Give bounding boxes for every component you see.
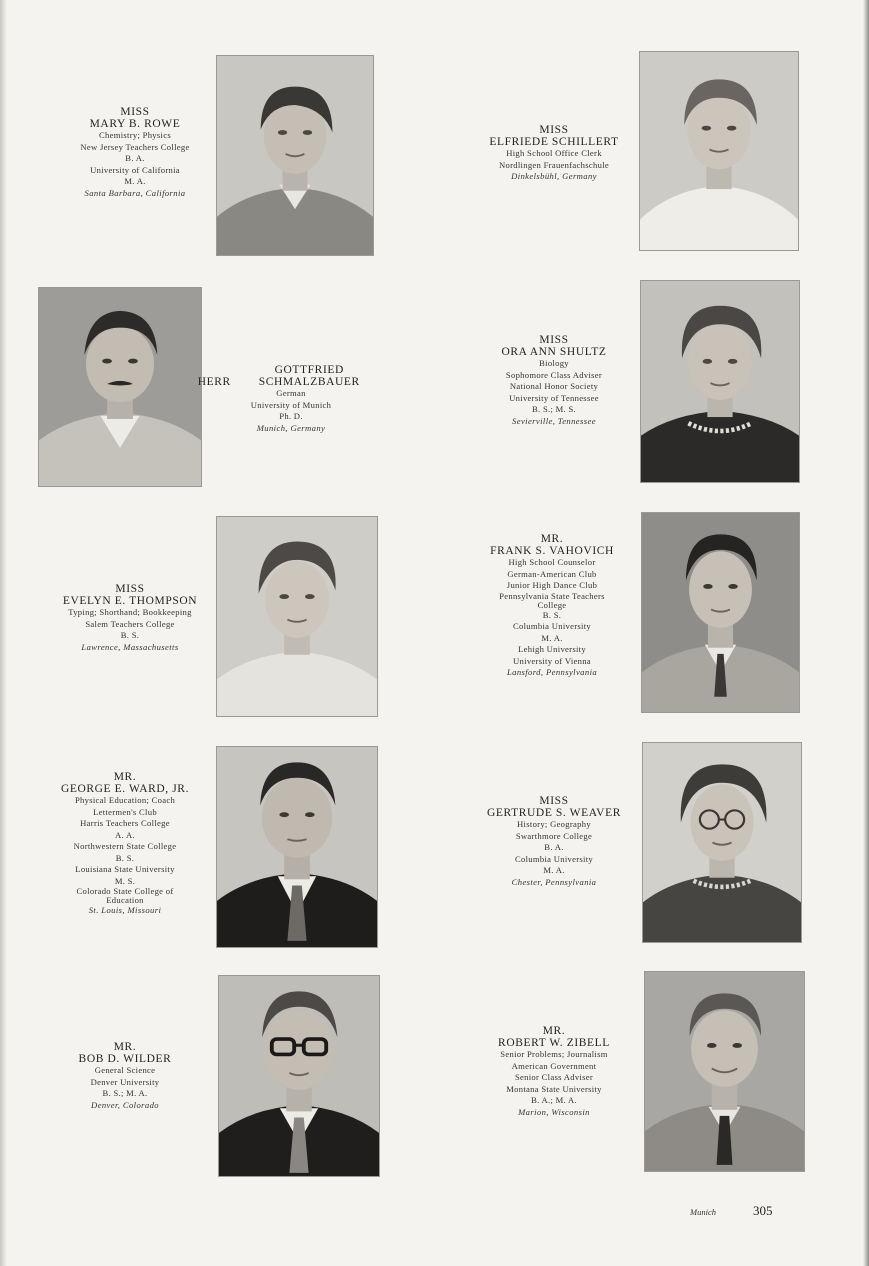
detail-line: B. S. bbox=[542, 609, 562, 620]
detail-line: Senior Class Adviser bbox=[514, 1072, 594, 1082]
detail-line: Denver University bbox=[90, 1076, 160, 1087]
detail-line: Sophomore Class Adviser bbox=[505, 369, 603, 380]
honorific: MISS bbox=[539, 124, 569, 136]
portrait-photo-gertrude-weaver bbox=[642, 742, 802, 943]
detail-line: Ph. D. bbox=[279, 411, 303, 421]
detail-line: College bbox=[537, 599, 567, 610]
faculty-name: GERTRUDE S. WEAVER bbox=[487, 807, 621, 819]
caption-george-ward bbox=[30, 771, 220, 917]
detail-line: Columbia University bbox=[514, 853, 594, 864]
faculty-name: GEORGE E. WARD, JR. bbox=[60, 783, 190, 795]
detail-line: B. S. bbox=[115, 852, 135, 863]
honorific: HERR bbox=[197, 376, 231, 388]
hometown: Sevierville, Tennessee bbox=[512, 415, 596, 426]
hometown: St. Louis, Missouri bbox=[88, 905, 162, 915]
detail-line: B. S.; M. S. bbox=[532, 404, 576, 414]
detail-line: University of California bbox=[90, 164, 180, 175]
detail-line: M. A. bbox=[124, 176, 146, 186]
detail-line: Lehigh University bbox=[518, 644, 586, 654]
hometown: Chester, Pennsylvania bbox=[511, 876, 597, 887]
detail-line: University of Munich bbox=[250, 399, 332, 410]
portrait-photo-mary-rowe bbox=[216, 55, 374, 256]
detail-line: Chemistry; Physics bbox=[98, 130, 171, 140]
footer-section-name: Munich bbox=[690, 1207, 716, 1217]
detail-line: B. A. bbox=[544, 842, 564, 852]
honorific: MISS bbox=[120, 106, 150, 118]
faculty-name: ROBERT W. ZIBELL bbox=[498, 1037, 610, 1049]
detail-line: B. A.; M. A. bbox=[531, 1095, 577, 1105]
page-edge-shadow bbox=[863, 0, 869, 1266]
portrait-photo-elfriede-schillert bbox=[639, 51, 799, 251]
detail-line: Typing; Shorthand; Bookkeeping bbox=[68, 607, 192, 617]
detail-line: M. A. bbox=[541, 632, 563, 643]
detail-line: B. S.; M. A. bbox=[102, 1088, 148, 1098]
detail-line: Physical Education; Coach bbox=[74, 795, 176, 805]
honorific: MISS bbox=[115, 583, 145, 595]
page-binding-shadow bbox=[0, 0, 7, 1266]
detail-line: Columbia University bbox=[512, 621, 592, 631]
detail-line: Northwestern State College bbox=[73, 841, 177, 851]
detail-line: B. S. bbox=[120, 630, 140, 640]
caption-gertrude-weaver bbox=[459, 795, 649, 888]
caption-robert-zibell bbox=[459, 1025, 649, 1118]
portrait-photo-frank-vahovich bbox=[641, 512, 800, 713]
honorific-and-name bbox=[196, 364, 386, 388]
faculty-name: ELFRIEDE SCHILLERT bbox=[489, 136, 619, 148]
detail-line: M. S. bbox=[114, 875, 136, 886]
detail-line: High School Office Clerk bbox=[506, 148, 602, 158]
caption-mary-rowe bbox=[40, 106, 230, 199]
detail-line: New Jersey Teachers College bbox=[80, 141, 190, 152]
caption-ora-ann-shultz bbox=[459, 334, 649, 427]
portrait-photo-george-ward bbox=[216, 746, 378, 948]
hometown: Santa Barbara, California bbox=[84, 187, 186, 198]
hometown: Munich, Germany bbox=[256, 422, 326, 433]
detail-line: Montana State University bbox=[506, 1083, 602, 1094]
caption-elfriede-schillert bbox=[459, 124, 649, 183]
faculty-name: ORA ANN SHULTZ bbox=[501, 346, 607, 358]
detail-line: Harris Teachers College bbox=[80, 818, 170, 828]
faculty-name: FRANK S. VAHOVICH bbox=[490, 545, 614, 557]
detail-line: Junior High Dance Club bbox=[506, 580, 598, 590]
hometown: Marion, Wisconsin bbox=[518, 1106, 590, 1117]
portrait-photo-evelyn-thompson bbox=[216, 516, 378, 717]
honorific: MR. bbox=[113, 1041, 137, 1053]
hometown: Dinkelsbühl, Germany bbox=[511, 171, 597, 181]
honorific: MISS bbox=[539, 334, 569, 346]
hometown: Lawrence, Massachusetts bbox=[81, 641, 179, 652]
caption-bob-wilder bbox=[30, 1041, 220, 1111]
detail-line: A. A. bbox=[115, 829, 135, 840]
page-number: 305 bbox=[753, 1203, 773, 1218]
detail-line: High School Counselor bbox=[508, 557, 596, 567]
caption-evelyn-thompson bbox=[35, 583, 225, 653]
honorific: MR. bbox=[542, 1025, 566, 1037]
caption-gottfried-schmalzbauer bbox=[196, 364, 386, 434]
detail-line: Nordlingen Frauenfachschule bbox=[499, 159, 609, 170]
detail-line: Colorado State College of bbox=[76, 886, 174, 896]
honorific: MR. bbox=[540, 533, 564, 545]
faculty-name: BOB D. WILDER bbox=[78, 1053, 172, 1065]
detail-line: History; Geography bbox=[517, 819, 591, 829]
honorific: MISS bbox=[539, 795, 569, 807]
hometown: Lansford, Pennsylvania bbox=[506, 667, 598, 677]
faculty-name: EVELYN E. THOMPSON bbox=[62, 595, 198, 607]
detail-line: B. A. bbox=[125, 153, 145, 163]
detail-line: National Honor Society bbox=[509, 381, 599, 391]
faculty-name: GOTTFRIED SCHMALZBAUER bbox=[258, 364, 360, 388]
detail-line: Swarthmore College bbox=[515, 830, 593, 841]
detail-line: American Government bbox=[511, 1060, 597, 1071]
detail-line: General Science bbox=[94, 1065, 156, 1075]
detail-line: University of Vienna bbox=[513, 655, 591, 666]
faculty-name: MARY B. ROWE bbox=[89, 118, 181, 130]
detail-line: Salem Teachers College bbox=[85, 618, 175, 629]
detail-line: German-American Club bbox=[507, 568, 597, 579]
caption-frank-vahovich bbox=[457, 533, 647, 679]
honorific: MR. bbox=[113, 771, 137, 783]
detail-line: Louisiana State University bbox=[75, 864, 175, 874]
detail-line: German bbox=[276, 388, 306, 398]
detail-line: Pennsylvania State Teachers bbox=[499, 590, 605, 601]
portrait-photo-gottfried-schmalzbauer bbox=[38, 287, 202, 487]
detail-line: Senior Problems; Journalism bbox=[500, 1049, 608, 1059]
detail-line: M. A. bbox=[543, 865, 565, 875]
detail-line: Biology bbox=[539, 358, 569, 368]
detail-line: Lettermen's Club bbox=[93, 806, 157, 817]
hometown: Denver, Colorado bbox=[91, 1099, 159, 1110]
portrait-photo-bob-wilder bbox=[218, 975, 380, 1177]
portrait-photo-robert-zibell bbox=[644, 971, 805, 1172]
detail-line: Education bbox=[106, 895, 144, 905]
detail-line: University of Tennessee bbox=[509, 392, 599, 403]
portrait-photo-ora-ann-shultz bbox=[640, 280, 800, 483]
